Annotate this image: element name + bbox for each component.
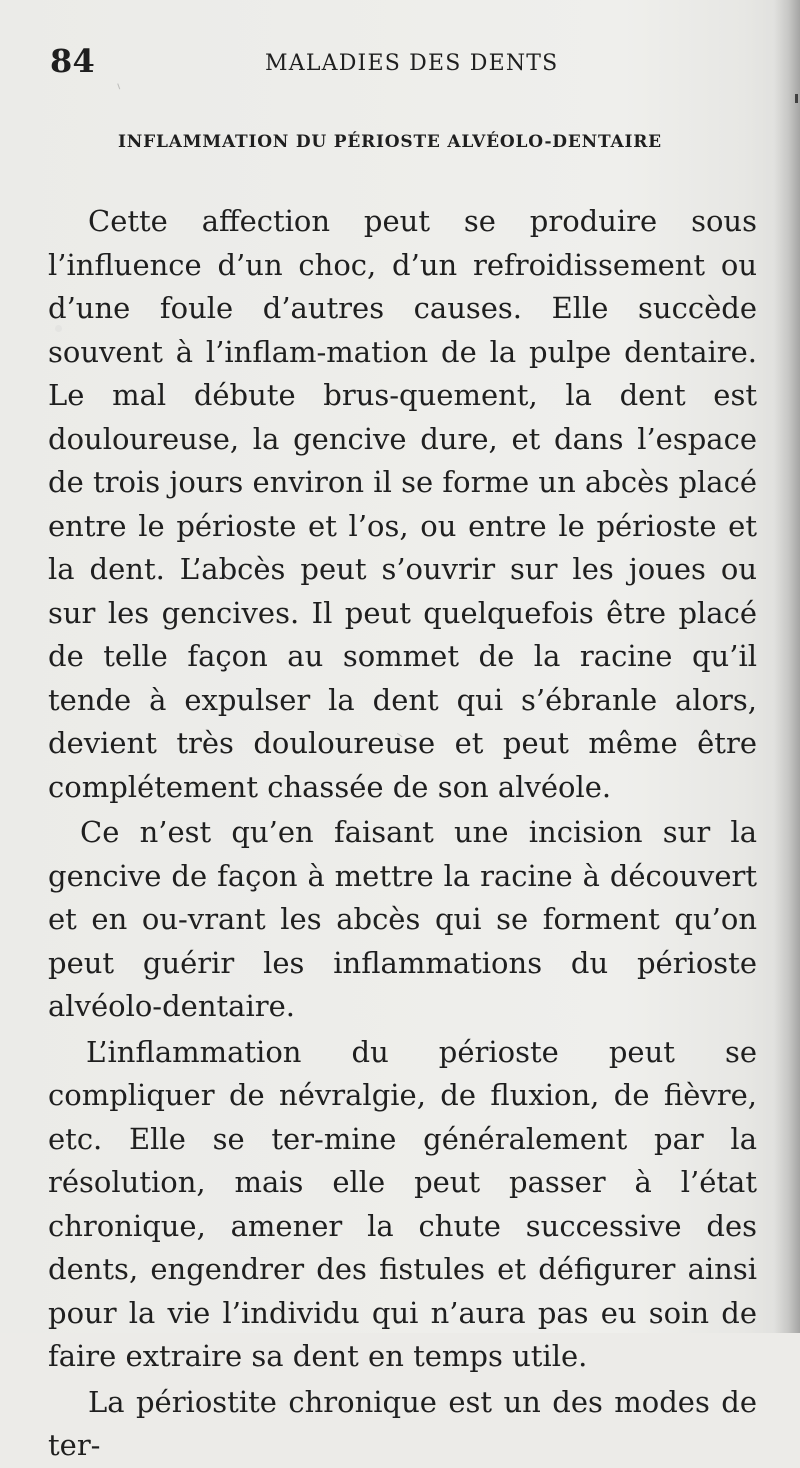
body-text: [48, 200, 757, 1468]
page-header: [0, 0, 800, 110]
page-number: 84: [50, 42, 95, 80]
paragraph-2: Ce n’est qu’en faisant une incision sur la gencive de façon à mettre la racine à découvert et en ou-vrant les abcès qui se forment qu’on peut guérir les inflammations du périoste alvéolo-dentaire.: [48, 815, 757, 1023]
running-head: MALADIES DES DENTS: [265, 51, 559, 76]
paragraph-3: L’inflammation du périoste peut se compliquer de névralgie, de fluxion, de fièvre, etc. Elle se ter-mine généralement par la résolution, mais elle peut passer à l’état chronique, amener la chute successive des dents, engendrer des fistules et défigurer ainsi pour la vie l’individu qui n’aura pas eu soin de faire extraire sa dent en temps utile.: [48, 1034, 757, 1373]
page-edge-shadow: [774, 0, 800, 1333]
paper-stain: [55, 325, 62, 332]
edge-mark: [795, 94, 798, 103]
section-title: INFLAMMATION DU PÉRIOSTE ALVÉOLO-DENTAIRE: [118, 132, 662, 152]
paragraph-4: La périostite chronique est un des modes de ter-: [48, 1384, 757, 1462]
paragraph-1: Cette affection peut se produire sous l’influence d’un choc, d’un refroidissement ou d’une foule d’autres causes. Elle succède souvent à l’inflam-mation de la pulpe dentaire. Le mal débute brus-quement, la dent est douloureuse, la gencive dure, et dans l’espace de trois jours environ il se forme un abcès placé entre le périoste et l’os, ou entre le périoste et la dent. L’abcès peut s’ouvrir sur les joues ou sur les gencives. Il peut quelquefois être placé de telle façon au sommet de la racine qu’il tende à expulser la dent qui s’ébranle alors, devient très douloureuse et peut même être complétement chassée de son alvéole.: [48, 204, 757, 804]
